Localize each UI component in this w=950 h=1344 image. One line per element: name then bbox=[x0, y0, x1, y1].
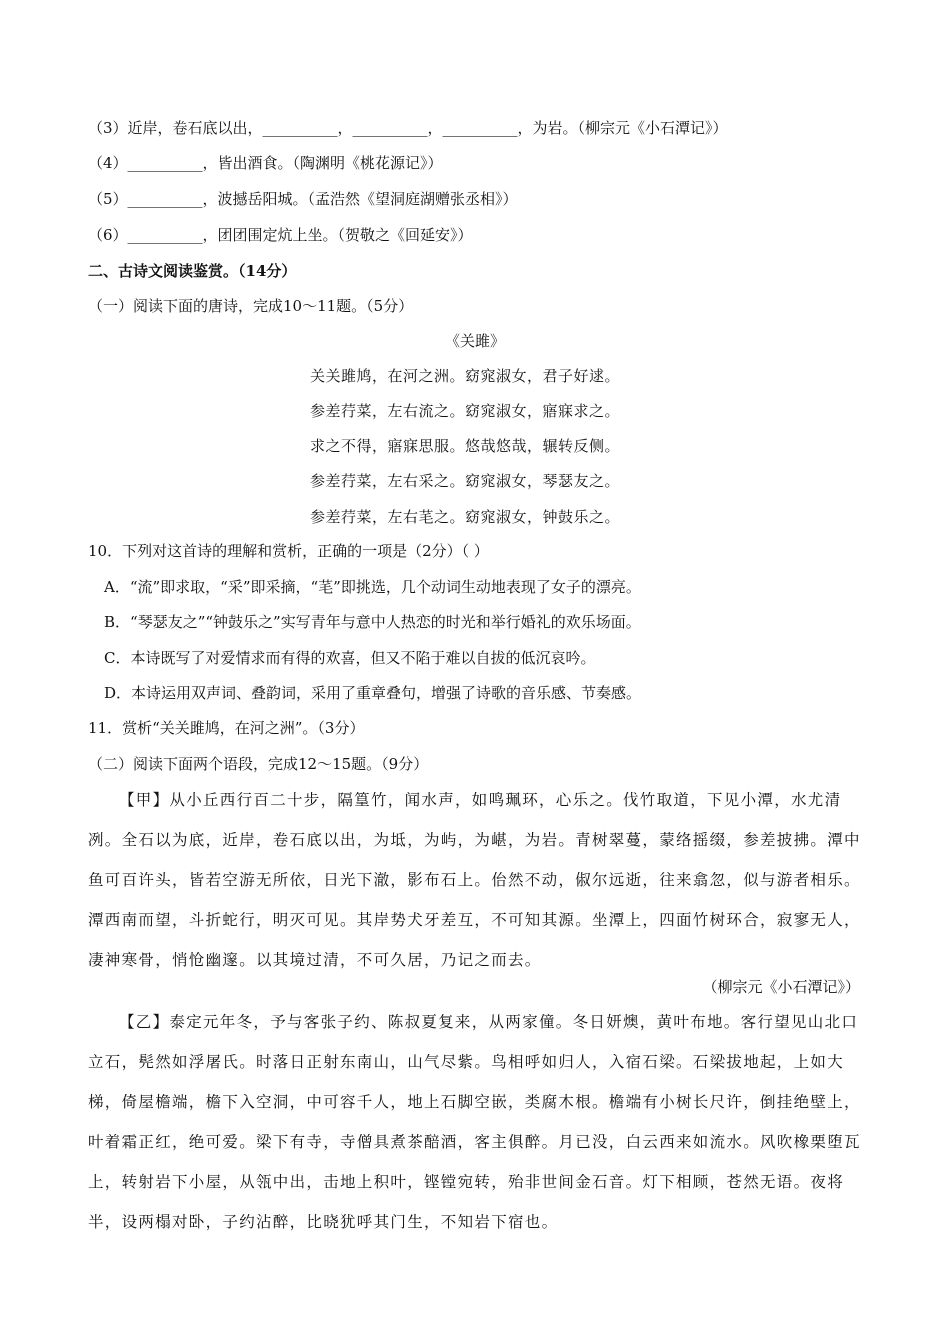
passage-jia-source: （柳宗元《小石潭记》） bbox=[702, 978, 860, 996]
part1-intro: （一）阅读下面的唐诗，完成10～11题。（5分） bbox=[88, 297, 414, 315]
question-10-option-c: C．本诗既写了对爱情求而有得的欢喜，但又不陷于难以自拔的低沉哀吟。 bbox=[104, 649, 596, 667]
question-10-option-d: D．本诗运用双声词、叠韵词，采用了重章叠句，增强了诗歌的音乐感、节奏感。 bbox=[104, 684, 642, 702]
poem-title: 《关雎》 bbox=[444, 332, 505, 350]
poem-line: 关关雎鸠，在河之洲。窈窕淑女，君子好逑。 bbox=[310, 367, 621, 385]
part2-intro: （二）阅读下面两个语段，完成12～15题。（9分） bbox=[88, 755, 429, 773]
question-10-option-a: A．“流”即求取，“采”即采摘，“芼”即挑选，几个动词生动地表现了女子的漂亮。 bbox=[104, 578, 641, 596]
question-10-option-b: B．“琴瑟友之”“钟鼓乐之”实写青年与意中人热恋的时光和举行婚礼的欢乐场面。 bbox=[104, 613, 641, 631]
section-heading: 二、古诗文阅读鉴赏。（14分） bbox=[88, 262, 297, 280]
poem-line: 参差荇菜，左右芼之。窈窕淑女，钟鼓乐之。 bbox=[310, 508, 621, 526]
passage-jia: 【甲】从小丘西行百二十步，隔篁竹，闻水声，如鸣珮环，心乐之。伐竹取道，下见小潭，水尤清冽。全石以为底，近岸，卷石底以出，为坻，为屿，为嵁，为岩。青树翠蔓，蒙络摇缀，参差披拂。潭中鱼可百许头，皆若空游无所依，日光下澈，影布石上。佁然不动，俶尔远逝，往来翕忽，似与游者相乐。潭西南而望，斗折蛇行，明灭可见。其岸势犬牙差互，不可知其源。坐潭上，四面竹树环合，寂寥无人，凄神寒骨，悄怆幽邃。以其境过清，不可久居，乃记之而去。 bbox=[88, 791, 861, 969]
question-11: 11．赏析“关关雎鸠，在河之洲”。（3分） bbox=[88, 719, 365, 737]
fill-blank-3: （3）近岸，卷石底以出，__________，__________，__________，为岩。（柳宗元《小石潭记》） bbox=[88, 119, 728, 137]
fill-blank-4: （4）__________，皆出酒食。（陶渊明《桃花源记》） bbox=[88, 154, 443, 172]
fill-blank-5: （5）__________，波撼岳阳城。（孟浩然《望洞庭湖赠张丞相》） bbox=[88, 190, 518, 208]
poem-line: 参差荇菜，左右流之。窈窕淑女，寤寐求之。 bbox=[310, 402, 621, 420]
question-10-stem: 10．下列对这首诗的理解和赏析，正确的一项是（2分）（ ） bbox=[88, 542, 489, 560]
poem-line: 求之不得，寤寐思服。悠哉悠哉，辗转反侧。 bbox=[310, 437, 621, 455]
poem-line: 参差荇菜，左右采之。窈窕淑女，琴瑟友之。 bbox=[310, 472, 621, 490]
fill-blank-6: （6）__________，团团围定炕上坐。（贺敬之《回延安》） bbox=[88, 226, 473, 244]
passage-yi: 【乙】泰定元年冬，予与客张子约、陈叔夏复来，从两家僮。冬日妍燠，黄叶布地。客行望见山北口立石，髡然如浮屠氏。时落日正射东南山，山气尽紫。鸟相呼如归人，入宿石梁。石梁拔地起，上如大梯，倚屋檐端，檐下入空洞，中可容千人，地上石脚空嵌，类腐木根。檐端有小树长尺许，倒挂绝壁上，叶着霜正红，绝可爱。梁下有寺，寺僧具煮茶醅酒，客主俱醉。月已没，白云西来如流水。风吹橡栗堕瓦上，转射岩下小屋，从瓴中出，击地上积叶，铿镗宛转，殆非世间金石音。灯下相顾，苍然无语。夜将半，设两榻对卧，子约沾醉，比晓犹呼其门生，不知岩下宿也。 bbox=[88, 1013, 861, 1231]
